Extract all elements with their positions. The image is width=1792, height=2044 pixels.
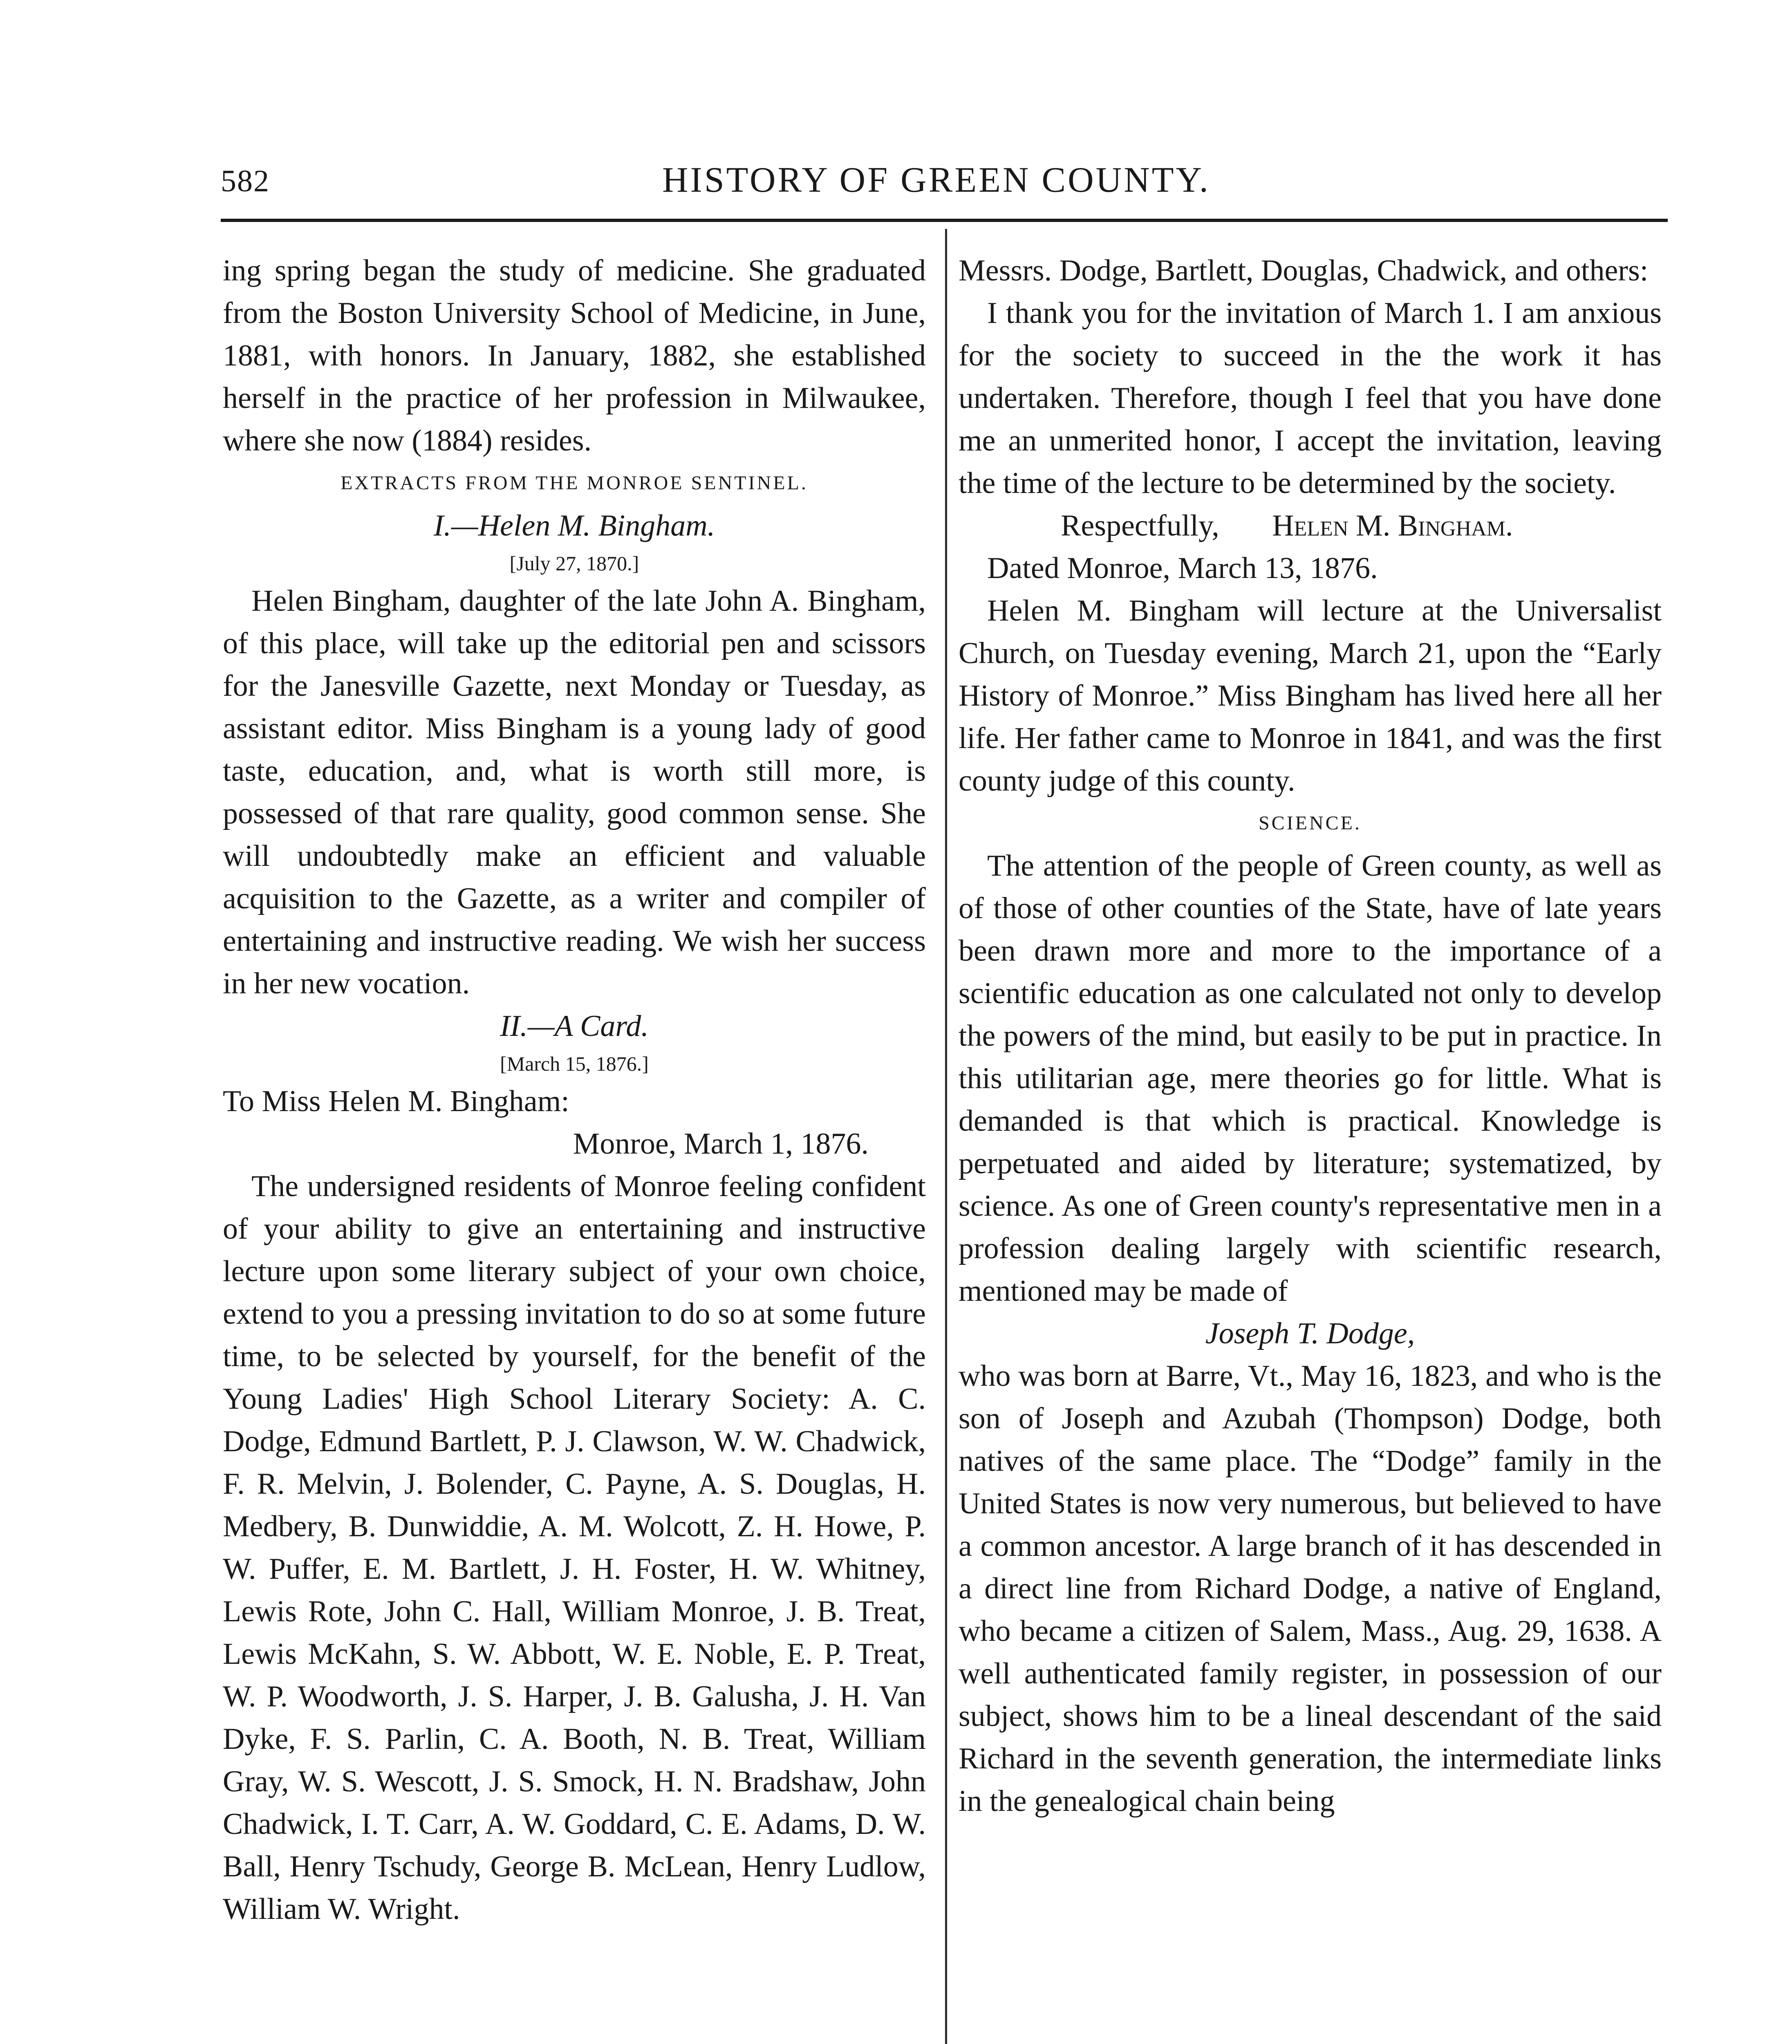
- paragraph: Helen M. Bingham will lecture at the Universalist Church, on Tuesday evening, March 21, upon the “Early History of Monroe.” Miss Bingham has lived here all her life. Her father came to Monroe in 1841, and was the first county judge of this county.: [959, 594, 1662, 798]
- signature-line: [959, 504, 1662, 547]
- section-title: II.—A Card.: [500, 1009, 649, 1043]
- header-rule: [221, 219, 1668, 222]
- subject-name: Joseph T. Dodge,: [1205, 1317, 1415, 1350]
- right-column: [959, 249, 1662, 1822]
- paragraph: who was born at Barre, Vt., May 16, 1823, and who is the son of Joseph and Azubah (Thompson) Dodge, both natives of the same place. The “Dodge” family in the United States is now very numerous, but believed to have a common ancestor. A large branch of it has descended in a direct line from Richard Dodge, a native of England, who became a citizen of Salem, Mass., Aug. 29, 1638. A well authenticated family register, in possession of our subject, shows him to be a lineal descendant of the said Richard in the seventh generation, the intermediate links in the genealogical chain being: [959, 1359, 1662, 1818]
- address-line: Messrs. Dodge, Bartlett, Douglas, Chadwick, and others:: [959, 254, 1649, 287]
- science-heading: SCIENCE.: [1258, 812, 1362, 834]
- page-header: [221, 151, 1668, 213]
- section-title: I.—Helen M. Bingham.: [433, 509, 715, 542]
- page-number: 582: [221, 164, 270, 198]
- signature: Helen M. Bingham.: [1272, 509, 1513, 542]
- left-column: [223, 249, 926, 1930]
- column-divider: [945, 229, 947, 2044]
- paragraph: Helen Bingham, daughter of the late John A. Bingham, of this place, will take up the editorial pen and scissors for the Janesville Gazette, next Monday or Tuesday, as assistant editor. Miss Bingham is a young lady of good taste, education, and, what is worth still more, is possessed of that rare quality, good common sense. She will undoubtedly make an efficient and valuable acquisition to the Gazette, as a writer and compiler of entertaining and instructive reading. We wish her success in her new vocation.: [223, 584, 926, 1000]
- extracts-heading: EXTRACTS FROM THE MONROE SENTINEL.: [340, 472, 808, 494]
- paragraph: I thank you for the invitation of March 1. I am anxious for the society to succeed in the the work it has undertaken. Therefore, though I feel that you have done me an unmerited honor, I accept the invitation, leaving the time of the lecture to be determined by the society.: [959, 296, 1662, 500]
- paragraph: The undersigned residents of Monroe feeling confident of your ability to give an entertaining and instructive lecture upon some literary subject of your own choice, extend to you a pressing invitation to do so at some future time, to be selected by yourself, for the benefit of the Young Ladies' High School Literary Society: A. C. Dodge, Edmund Bartlett, P. J. Clawson, W. W. Chadwick, F. R. Melvin, J. Bolender, C. Payne, A. S. Douglas, H. Medbery, B. Dunwiddie, A. M. Wolcott, Z. H. Howe, P. W. Puffer, E. M. Bartlett, J. H. Foster, H. W. Whitney, Lewis Rote, John C. Hall, William Monroe, J. B. Treat, Lewis McKahn, S. W. Abbott, W. E. Noble, E. P. Treat, W. P. Woodworth, J. S. Harper, J. B. Galusha, J. H. Van Dyke, F. S. Parlin, C. A. Booth, N. B. Treat, William Gray, W. S. Wescott, J. S. Smock, H. N. Bradshaw, John Chadwick, I. T. Carr, A. W. Goddard, C. E. Adams, D. W. Ball, Henry Tschudy, George B. McLean, Henry Ludlow, William W. Wright.: [223, 1170, 926, 1926]
- salutation: To Miss Helen M. Bingham:: [223, 1085, 569, 1118]
- section-date: [March 15, 1876.]: [500, 1052, 649, 1075]
- section-date: [July 27, 1870.]: [509, 552, 639, 575]
- respectfully: Respectfully,: [1061, 509, 1219, 542]
- paragraph: The attention of the people of Green county, as well as of those of other counties of the State, have of late years been drawn more and more to the importance of a scientific education as one calculated not only to develop the powers of the mind, but easily to be put in practice. In this utilitarian age, mere theories go for little. What is demanded is that which is practical. Knowledge is perpetuated and aided by literature; systematized, by science. As one of Green county's representative men in a profession dealing largely with scientific research, mentioned may be made of: [959, 849, 1662, 1308]
- running-title: HISTORY OF GREEN COUNTY.: [662, 160, 1210, 200]
- dated-line: Dated Monroe, March 13, 1876.: [987, 551, 1378, 585]
- paragraph: ing spring began the study of medicine. She graduated from the Boston University School of Medicine, in June, 1881, with honors. In January, 1882, she established herself in the practice of her profession in Milwaukee, where she now (1884) resides.: [223, 254, 926, 457]
- place-date: Monroe, March 1, 1876.: [573, 1127, 869, 1161]
